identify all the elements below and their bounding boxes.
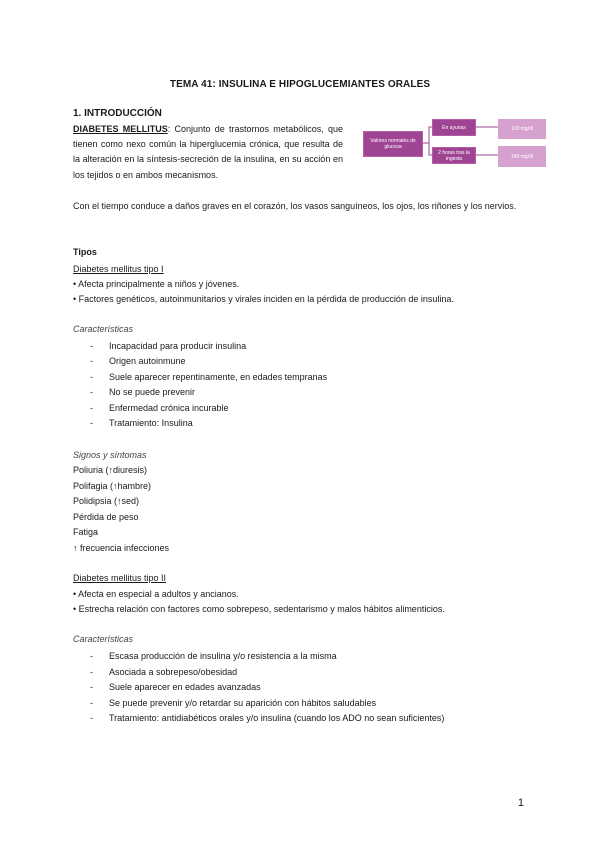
tipo2-heading: Diabetes mellitus tipo II: [73, 573, 167, 583]
signo-item: Fatiga: [73, 527, 99, 537]
diagram-postmeal-box: 2 horas tras la ingesta: [432, 147, 476, 164]
tipo2-caracteristicas-heading: Características: [73, 634, 134, 644]
glucose-values-diagram: [363, 118, 548, 172]
complications-paragraph: Con el tiempo conduce a daños graves en el corazón, los vasos sanguíneos, los ojos, los riñones y los nervios.: [73, 201, 517, 211]
page-number: 1: [517, 797, 524, 809]
tipo2-bullet: • Afecta en especial a adultos y ancianos.: [73, 589, 239, 599]
tipos-heading: Tipos: [73, 247, 97, 257]
tipo1-caracteristicas-heading: Características: [73, 324, 134, 334]
diagram-postmeal-value-box: 140 mg/dl: [498, 146, 546, 167]
signo-item: Poliuria (↑diuresis): [73, 465, 148, 475]
diabetes-mellitus-term: DIABETES MELLITUS: [73, 124, 168, 134]
diabetes-definition-text: : Conjunto de trastornos metabólicos, que tienen como nexo común la hiperglucemia crónica, que resulta de la alteración en la síntesis-secreción de la insulina, en su acción en los tejidos o en ambos mecanismos.: [73, 124, 343, 180]
signo-item: Polifagia (↑hambre): [73, 481, 152, 491]
diagram-root-box: Valores normales de glucosa: [363, 131, 423, 157]
diagram-fasting-value-box: 100 mg/dl: [498, 119, 546, 139]
tipo1-bullet: • Afecta principalmente a niños y jóvenes.: [73, 279, 240, 289]
diagram-fasting-box: En ayunas: [432, 119, 476, 136]
document-title: TEMA 41: INSULINA E HIPOGLUCEMIANTES ORALES: [169, 79, 431, 90]
signo-item: Pérdida de peso: [73, 512, 139, 522]
diabetes-definition-paragraph: [73, 122, 343, 183]
tipo1-bullet: • Factores genéticos, autoinmunitarios y virales inciden en la pérdida de producción de insulina.: [73, 294, 454, 304]
signo-item: Polidipsia (↑sed): [73, 496, 140, 506]
signo-item: ↑ frecuencia infecciones: [73, 543, 170, 553]
signos-heading: Signos y síntomas: [73, 450, 147, 460]
section-heading-introduccion: 1. INTRODUCCIÓN: [73, 108, 162, 119]
tipo1-heading: Diabetes mellitus tipo I: [73, 264, 164, 274]
tipo2-bullet: • Estrecha relación con factores como sobrepeso, sedentarismo y malos hábitos alimenticios.: [73, 604, 445, 614]
